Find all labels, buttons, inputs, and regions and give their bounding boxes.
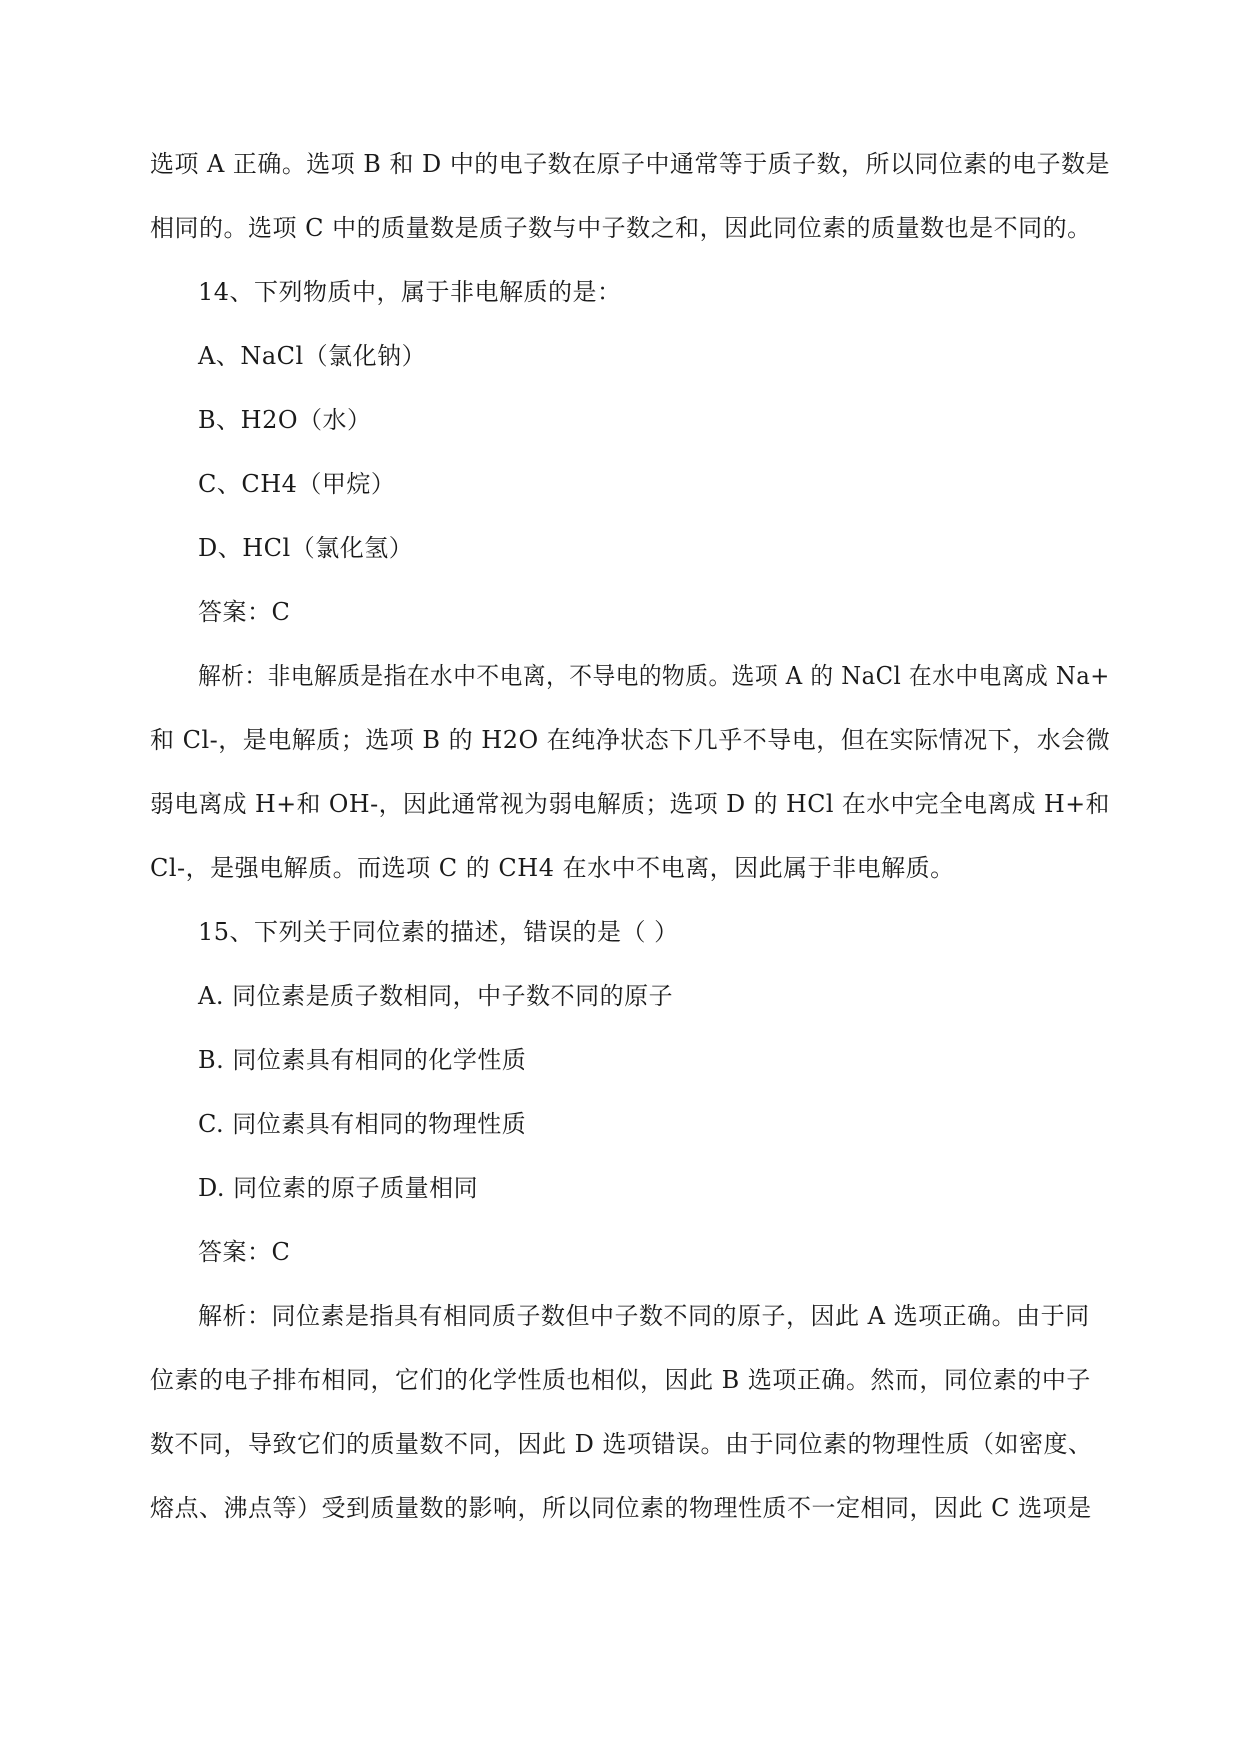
paragraph-line: 相同的。选项 C 中的质量数是质子数与中子数之和，因此同位素的质量数也是不同的。: [150, 214, 1092, 242]
question-15-explanation-line: 数不同，导致它们的质量数不同，因此 D 选项错误。由于同位素的物理性质（如密度、: [150, 1430, 1093, 1458]
question-14-explanation-line: 弱电离成 H+和 OH-，因此通常视为弱电解质；选项 D 的 HCl 在水中完全电离成 H+和: [150, 790, 1110, 818]
question-15-option-c: C. 同位素具有相同的物理性质: [198, 1110, 527, 1138]
paragraph-line: 选项 A 正确。选项 B 和 D 中的电子数在原子中通常等于质子数，所以同位素的电子数是: [150, 150, 1110, 178]
question-15-explanation-line: 位素的电子排布相同，它们的化学性质也相似，因此 B 选项正确。然而，同位素的中子: [150, 1366, 1091, 1394]
question-14-answer: 答案：C: [198, 598, 291, 626]
question-14-explanation-line: Cl-，是强电解质。而选项 C 的 CH4 在水中不电离，因此属于非电解质。: [150, 854, 955, 882]
question-14-option-d: D、HCl（氯化氢）: [198, 534, 414, 562]
question-14-explanation-line: 解析：非电解质是指在水中不电离，不导电的物质。选项 A 的 NaCl 在水中电离成 Na+: [198, 662, 1110, 690]
question-15-explanation-line: 解析：同位素是指具有相同质子数但中子数不同的原子，因此 A 选项正确。由于同: [198, 1302, 1090, 1330]
question-15-answer: 答案：C: [198, 1238, 291, 1266]
question-15-explanation-line: 熔点、沸点等）受到质量数的影响，所以同位素的物理性质不一定相同，因此 C 选项是: [150, 1494, 1092, 1522]
question-15-option-a: A. 同位素是质子数相同，中子数不同的原子: [198, 982, 674, 1010]
question-15-option-d: D. 同位素的原子质量相同: [198, 1174, 479, 1202]
question-14-option-c: C、CH4（甲烷）: [198, 470, 396, 498]
question-15-option-b: B. 同位素具有相同的化学性质: [198, 1046, 527, 1074]
question-14-option-a: A、NaCl（氯化钠）: [198, 342, 427, 370]
question-14-explanation-line: 和 Cl-，是电解质；选项 B 的 H2O 在纯净状态下几乎不导电，但在实际情况下，水会微: [150, 726, 1111, 754]
question-14-stem: 14、下列物质中，属于非电解质的是：: [198, 278, 622, 306]
question-14-option-b: B、H2O（水）: [198, 406, 372, 434]
question-15-stem: 15、下列关于同位素的描述，错误的是（ ）: [198, 918, 679, 946]
